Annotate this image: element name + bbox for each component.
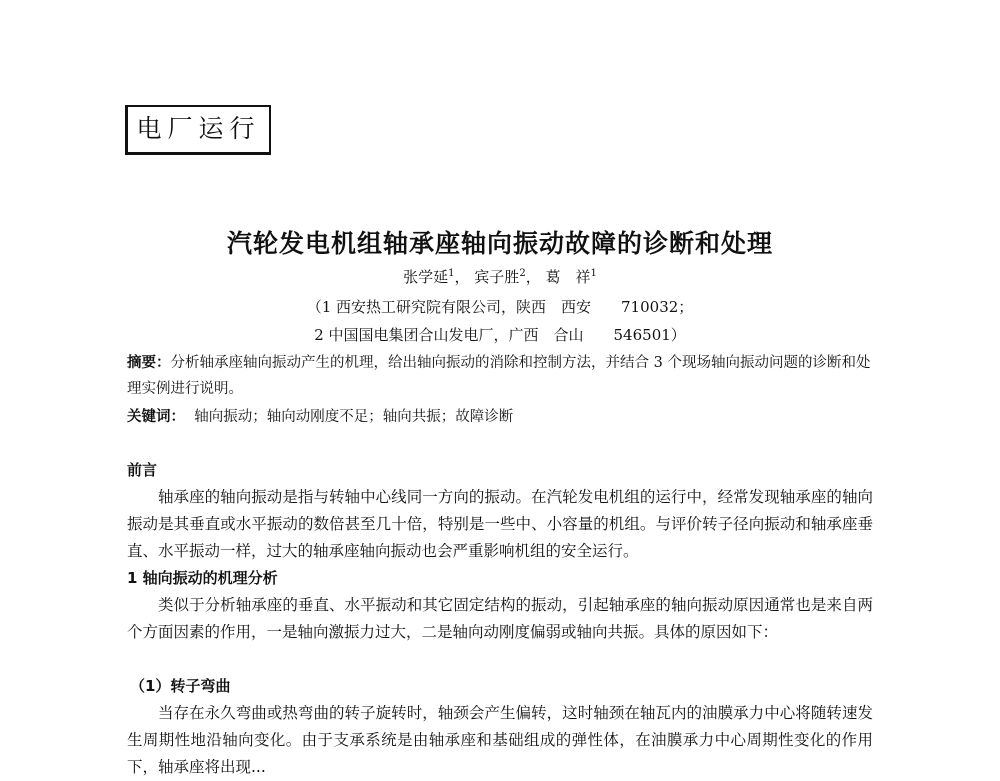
keywords-text: 轴向振动；轴向动刚度不足；轴向共振；故障诊断 [194, 409, 514, 425]
intro-heading: 前言 [127, 461, 158, 479]
author-list: 张学延$^1$， 宾子胜$^2$， 葛 祥$^1$ [403, 268, 597, 286]
abstract-label: 摘要： [127, 355, 171, 371]
section1-heading: 1 轴向振动的机理分析 [127, 569, 278, 587]
affiliation-2: 2 中国国电集团合山发电厂，广西 合山 546501） [314, 326, 686, 344]
author-affiliation-mark: 1 [448, 268, 455, 279]
subsection1-heading: （1）转子弯曲 [130, 677, 231, 695]
abstract-text: 分析轴承座轴向振动产生的机理，给出轴向振动的消除和控制方法，并结合 3 个现场轴向振动问题的诊断和处理实例进行说明。 [127, 355, 871, 397]
author-name: 宾子胜 [474, 268, 520, 286]
section-label-box [125, 105, 271, 155]
subsection1-paragraph: 当存在永久弯曲或热弯曲的转子旋转时，轴颈会产生偏转，这时轴颈在轴瓦内的油膜承力中心将随转速发生周期性地沿轴向变化。由于支承系统是由轴承座和基础组成的弹性体，在油膜承力中心周期性变化的作用下，轴承座将出现... [127, 704, 873, 776]
paper-title: 汽轮发电机组轴承座轴向振动故障的诊断和处理 [226, 229, 773, 258]
author-affiliation-mark: 1 [590, 268, 597, 279]
keywords [127, 404, 873, 430]
author-affiliation-mark: 2 [519, 268, 526, 279]
section-label: 电厂运行 [136, 114, 261, 143]
author-name: 葛 祥 [545, 268, 591, 286]
abstract [127, 350, 873, 402]
affiliation-1: （1 西安热工研究院有限公司，陕西 西安 710032； [306, 298, 694, 316]
intro-paragraph: 轴承座的轴向振动是指与转轴中心线同一方向的振动。在汽轮发电机组的运行中，经常发现轴承座的轴向振动是其垂直或水平振动的数倍甚至几十倍，特别是一些中、小容量的机组。与评价转子径向振动和轴承座垂直、水平振动一样，过大的轴承座轴向振动也会严重影响机组的安全运行。 [127, 488, 873, 560]
section1-paragraph: 类似于分析轴承座的垂直、水平振动和其它固定结构的振动，引起轴承座的轴向振动原因通常也是来自两个方面因素的作用，一是轴向激振力过大，二是轴向动刚度偏弱或轴向共振。具体的原因如下： [127, 596, 873, 641]
author-name: 张学延 [403, 268, 449, 286]
keywords-label: 关键词： [127, 409, 185, 425]
